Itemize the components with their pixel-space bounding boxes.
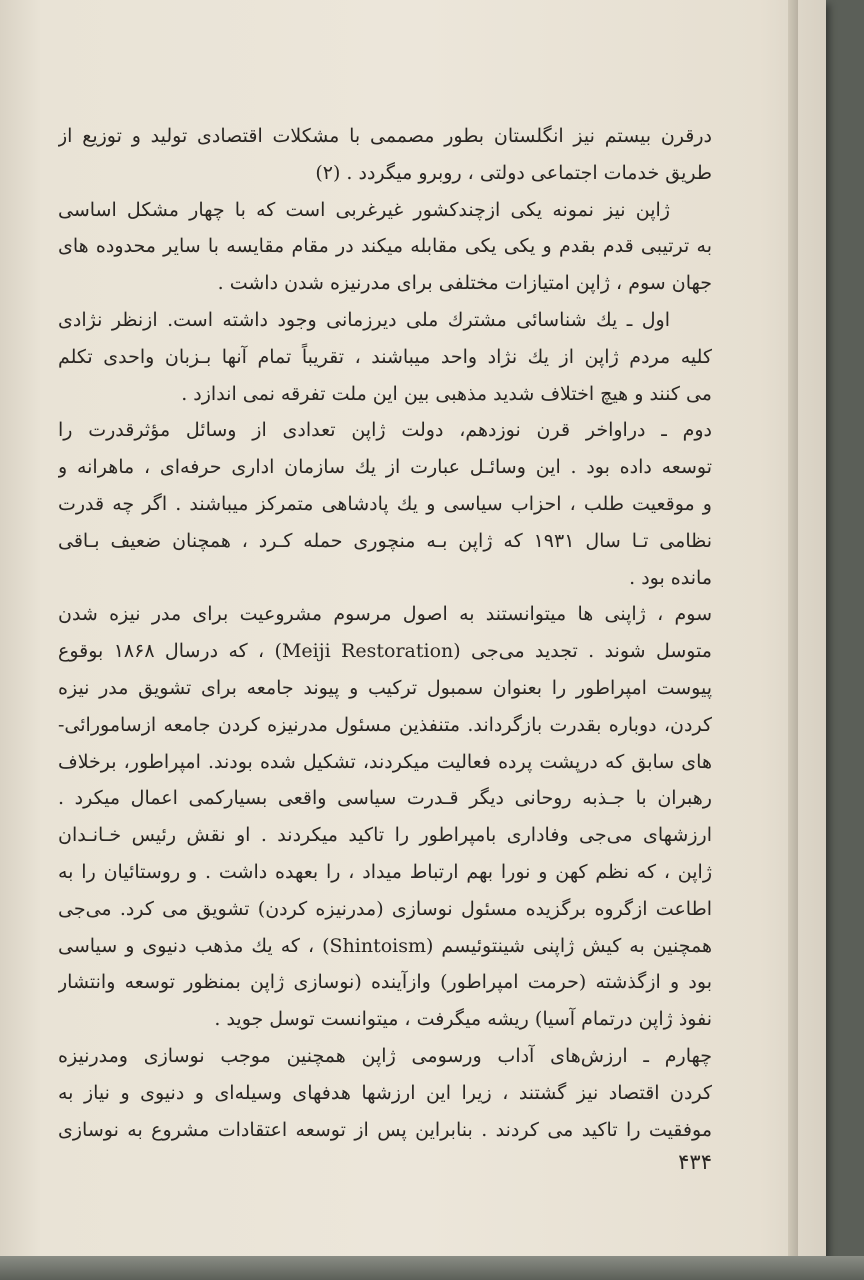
text-line: ژاپن نیز نمونه یکی ازچندکشور غیرغربی است که با چهار مشکل اساسی: [58, 198, 670, 221]
text-line: طریق خدمات اجتماعی دولتی ، روبرو میگردد . (۲): [315, 161, 712, 184]
text-line: مانده بود .: [629, 566, 712, 589]
text-line: نظامی تـا سال ۱۹۳۱ که ژاپن بـه منچوری حمله کـرد ، همچنان ضعیف بـاقی: [58, 529, 712, 552]
text-line: اطاعت ازگروه برگزیده مسئول نوسازی (مدرنیزه کردن) تشویق می کرد. می‌جی: [58, 897, 712, 920]
text-line: چهارم ـ ارزش‌های آداب ورسومی ژاپن همچنین موجب نوسازی ومدرنیزه: [58, 1044, 712, 1067]
text-line: همچنین به کیش ژاپنی شینتوئیسم (Shintoism) ، که یك مذهب دنیوی و سیاسی: [58, 934, 712, 957]
text-line: موفقیت را تاکید می کردند . بنابراین پس از توسعه اعتقادات مشروع به نوسازی: [58, 1118, 712, 1141]
text-line: سوم ، ژاپنی ها میتوانستند به اصول مرسوم مشروعیت برای مدر نیزه شدن: [58, 603, 712, 626]
background-surface: [0, 1256, 864, 1280]
text-line: پیوست امپراطور را بعنوان سمبول ترکیب و پیوند جامعه برای تشویق مدر نیزه: [58, 676, 712, 699]
text-line: اول ـ یك شناسائی مشترك ملی دیرزمانی وجود داشته است. ازنظر نژادی: [58, 308, 670, 331]
text-line: به ترتیبی قدم بقدم و یکی یکی مقابله میکند در مقام مقایسه با سایر محدوده های: [58, 235, 712, 258]
text-line: بود و ازگذشته (حرمت امپراطور) وازآینده (نوسازی ژاپن بمنظور توسعه وانتشار: [58, 971, 712, 994]
body-text: [58, 118, 712, 1148]
text-line: دوم ـ دراواخر قرن نوزدهم، دولت ژاپن تعدادی از وسائل مؤثرقدرت را: [58, 419, 712, 442]
text-line: ارزشهای می‌جی وفاداری بامپراطور را تاکید میکردند . او نقش رئیس خـانـدان: [58, 824, 712, 847]
text-line: می کنند و هیچ اختلاف شدید مذهبی بین این ملت تفرقه نمی اندازد .: [181, 382, 712, 405]
text-line: توسعه داده بود . این وسائـل عبارت از یك سازمان اداری حرفه‌ای ، ماهرانه و: [58, 456, 712, 479]
page-edge: [788, 0, 798, 1264]
text-line: جهان سوم ، ژاپن امتیازات مختلفی برای مدرنیزه شدن داشت .: [217, 272, 712, 295]
text-line: کلیه مردم ژاپن از یك نژاد واحد میباشند ، تقریباً تمام آنها بـزبان واحدی تکلم: [58, 345, 712, 368]
text-line: متوسل شوند . تجدید می‌جی (Meiji Restoration) ، که درسال ۱۸۶۸ بوقوع: [58, 640, 712, 663]
text-line: نفوذ ژاپن درتمام آسیا) ریشه میگرفت ، میتوانست توسل جوید .: [214, 1008, 712, 1031]
text-line: کردن، دوباره بقدرت بازگرداند. متنفذین مسئول مدرنیزه کردن جامعه ازسامورائی-: [58, 713, 712, 736]
text-line: کردن اقتصاد نیز گشتند ، زیرا این ارزشها هدفهای وسیله‌ای و دنیوی و نیاز به: [58, 1081, 712, 1104]
text-line: رهبران با جـذبه روحانی دیگر قـدرت سیاسی واقعی بسیارکمی اعمال میکرد .: [58, 787, 712, 810]
text-line: و موقعیت طلب ، احزاب سیاسی و یك پادشاهی متمرکز میباشند . اگر چه قدرت: [58, 492, 712, 515]
text-line: ژاپن ، که نظم کهن و نورا بهم ارتباط میداد ، را بعهده داشت . و روستائیان را به: [58, 860, 712, 883]
page-number: ۴۳۴: [678, 1150, 712, 1174]
text-line: های سابق که درپشت پرده فعالیت میکردند، تشکیل شده بودند. امپراطور، برخلاف: [58, 750, 712, 773]
text-line: درقرن بیستم نیز انگلستان بطور مصممی با مشکلات اقتصادی تولید و توزیع از: [58, 125, 712, 147]
